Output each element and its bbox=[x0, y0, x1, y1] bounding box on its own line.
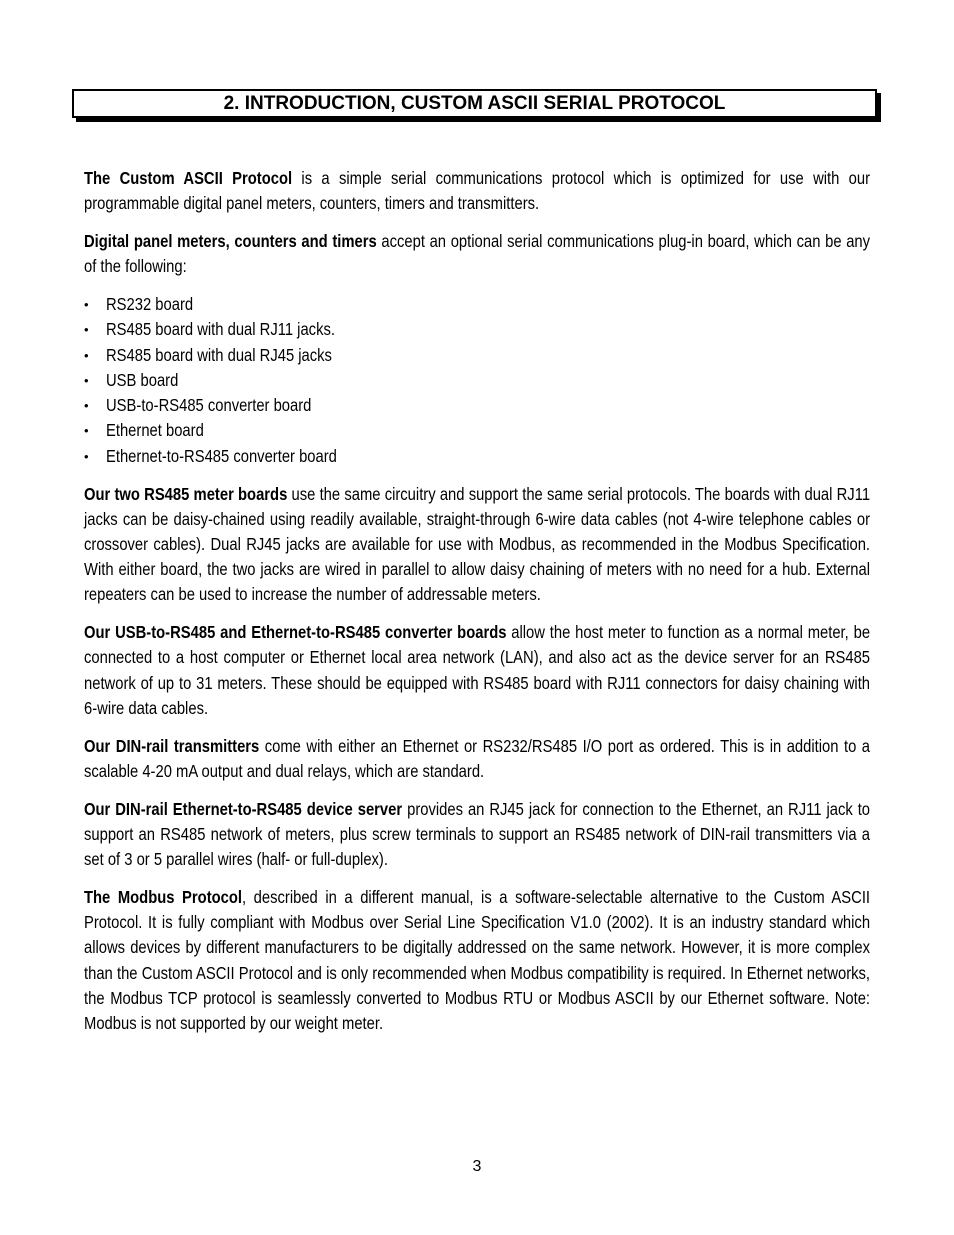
paragraph-digital-panel-meters bbox=[84, 229, 870, 279]
paragraph-rs485-boards bbox=[84, 482, 870, 608]
board-options-list bbox=[84, 292, 870, 469]
bullet-icon: • bbox=[84, 322, 89, 338]
bullet-icon: • bbox=[84, 398, 89, 414]
list-item: • Ethernet-to-RS485 converter board bbox=[84, 444, 870, 469]
paragraph-text: provides an RJ45 jack for connection to the Ethernet, an RJ11 jack to support an RS485 network of meters, plus screw terminals to support an RS485 network of DIN-rail transmitters via a set of 3 or 5 parallel wires (half- or full-duplex). bbox=[84, 798, 871, 870]
paragraph-text: accept an optional serial communications plug-in board, which can be any of the following: bbox=[84, 231, 871, 277]
paragraph-lead: Our USB-to-RS485 and Ethernet-to-RS485 converter boards bbox=[84, 622, 507, 643]
paragraph-text: is a simple serial communications protocol which is optimized for use with our programmable digital panel meters, counters, timers and transmitters. bbox=[84, 168, 871, 214]
paragraph-converter-boards bbox=[84, 620, 870, 721]
bullet-icon: • bbox=[84, 347, 89, 363]
paragraph-modbus-protocol bbox=[84, 885, 870, 1036]
section-heading-box bbox=[72, 89, 877, 118]
list-item: • USB-to-RS485 converter board bbox=[84, 393, 870, 418]
paragraph-text: come with either an Ethernet or RS232/RS485 I/O port as ordered. This is in addition to a scalable 4-20 mA output and dual relays, which are standard. bbox=[84, 735, 871, 781]
body-content bbox=[84, 166, 870, 1049]
list-item: • RS232 board bbox=[84, 292, 870, 317]
paragraph-lead: Our DIN-rail Ethernet-to-RS485 device server bbox=[84, 798, 403, 819]
paragraph-text: allow the host meter to function as a normal meter, be connected to a host computer or Ethernet local area network (LAN), and also act as the device server for an RS485 network of up to 31 meters. These should be equipped with RS485 board with RJ11 connectors for daisy chaining with 6-wire data cables. bbox=[84, 622, 871, 718]
paragraph-din-rail-transmitters bbox=[84, 734, 870, 784]
list-item: • RS485 board with dual RJ45 jacks bbox=[84, 343, 870, 368]
section-heading: 2. INTRODUCTION, CUSTOM ASCII SERIAL PROTOCOL bbox=[223, 92, 726, 114]
bullet-icon: • bbox=[84, 297, 89, 312]
paragraph-lead: Our DIN-rail transmitters bbox=[84, 735, 260, 756]
paragraph-text: , described in a different manual, is a software-selectable alternative to the Custom ASCII Protocol. It is fully compliant with Modbus over Serial Line Specification V1.0 (2002). It is an industry standard which allows devices by different manufacturers to be digitally addressed on the same network. However, it is more complex than the Custom ASCII Protocol and is only recommended when Modbus compatibility is required. In Ethernet networks, the Modbus TCP protocol is seamlessly converted to Modbus RTU or Modbus ASCII by our Ethernet software. Note: Modbus is not supported by our weight meter. bbox=[84, 886, 871, 1033]
paragraph-custom-ascii bbox=[84, 166, 870, 216]
paragraph-lead: Our two RS485 meter boards bbox=[84, 483, 288, 504]
paragraph-lead: Digital panel meters, counters and timers bbox=[84, 231, 377, 251]
paragraph-device-server bbox=[84, 797, 870, 873]
bullet-icon: • bbox=[84, 372, 89, 388]
paragraph-lead: The Custom ASCII Protocol bbox=[84, 168, 293, 188]
bullet-icon: • bbox=[84, 423, 89, 439]
list-item: • Ethernet board bbox=[84, 418, 870, 443]
page-number: 3 bbox=[472, 1158, 482, 1175]
bullet-icon: • bbox=[84, 448, 89, 464]
paragraph-lead: The Modbus Protocol bbox=[84, 886, 243, 907]
list-item: • RS485 board with dual RJ11 jacks. bbox=[84, 317, 870, 342]
paragraph-text: use the same circuitry and support the same serial protocols. The boards with dual RJ11 jacks can be daisy-chained using readily available, straight-through 6-wire data cables (not 4-wire telephone cables or crossover cables). Dual RJ45 jacks are available for use with Modbus, as recommended in the Modbus Specification. With either board, the two jacks are wired in parallel to allow daisy chaining of meters with no need for a hub. External repeaters can be used to increase the number of addressable meters. bbox=[84, 483, 871, 605]
list-item: • USB board bbox=[84, 368, 870, 393]
